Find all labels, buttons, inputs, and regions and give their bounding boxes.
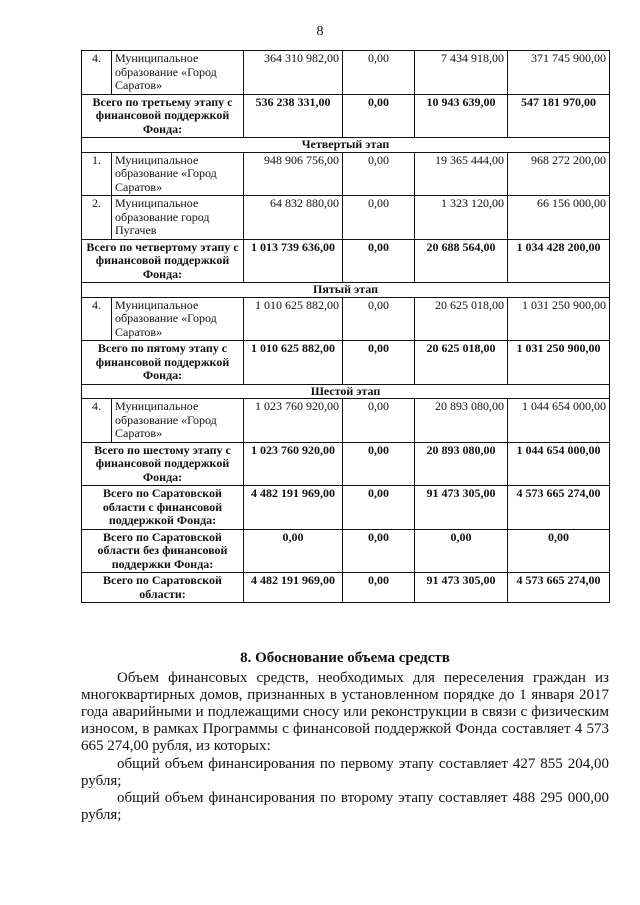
section-title: 8. Обоснование объема средств <box>240 650 450 666</box>
value-4: 1 044 654 000,00 <box>508 399 610 443</box>
total-value-4: 1 031 250 900,00 <box>508 341 610 385</box>
total-value-3: 0,00 <box>415 529 508 573</box>
total-label: Всего по Саратовской области с финансовой поддержкой Фонда: <box>82 486 244 530</box>
table-row <box>82 399 610 443</box>
value-4: 1 031 250 900,00 <box>508 297 610 341</box>
total-value-2: 0,00 <box>343 341 415 385</box>
paragraph-intro: Объем финансовых средств, необходимых для переселения граждан из многоквартирных домов, признанных в установленном порядке до 1 января 2017 года аварийными и подлежащими сносу или реконструкции в связи с физическим износом, в рамках Программы с финансовой поддержкой Фонда составляет 4 573 665 274,00 рубля, из которых: <box>81 670 609 754</box>
stage-label: Шестой этап <box>82 384 610 399</box>
value-2: 0,00 <box>343 297 415 341</box>
value-2: 0,00 <box>343 196 415 240</box>
total-label: Всего по Саратовской области без финансовой поддержки Фонда: <box>82 529 244 573</box>
value-1: 948 906 756,00 <box>244 152 343 196</box>
total-value-3: 20 893 080,00 <box>415 442 508 486</box>
value-2: 0,00 <box>343 152 415 196</box>
total-label: Всего по пятому этапу с финансовой поддержкой Фонда: <box>82 341 244 385</box>
row-number: 4. <box>82 297 112 341</box>
total-value-4: 547 181 970,00 <box>508 94 610 138</box>
total-value-1: 1 013 739 636,00 <box>244 239 343 283</box>
stage-label: Пятый этап <box>82 283 610 298</box>
total-value-2: 0,00 <box>343 239 415 283</box>
total-value-1: 1 010 625 882,00 <box>244 341 343 385</box>
value-3: 1 323 120,00 <box>415 196 508 240</box>
total-value-3: 20 625 018,00 <box>415 341 508 385</box>
total-value-3: 10 943 639,00 <box>415 94 508 138</box>
total-value-1: 4 482 191 969,00 <box>244 486 343 530</box>
municipality-name: Муниципальное образование «Город Саратов» <box>112 152 244 196</box>
value-3: 7 434 918,00 <box>415 51 508 95</box>
total-value-1: 536 238 331,00 <box>244 94 343 138</box>
total-row <box>82 573 610 603</box>
municipality-name: Муниципальное образование «Город Саратов» <box>112 399 244 443</box>
municipality-name: Муниципальное образование город Пугачев <box>112 196 244 240</box>
total-value-2: 0,00 <box>343 94 415 138</box>
value-1: 364 310 982,00 <box>244 51 343 95</box>
table-row <box>82 51 610 95</box>
total-value-2: 0,00 <box>343 573 415 603</box>
total-row <box>82 341 610 385</box>
paragraph-stage-2: общий объем финансирования по второму этапу составляет 488 295 000,00 рубля; <box>81 790 609 823</box>
table-row <box>82 297 610 341</box>
value-1: 1 023 760 920,00 <box>244 399 343 443</box>
row-number: 2. <box>82 196 112 240</box>
total-value-1: 0,00 <box>244 529 343 573</box>
total-value-2: 0,00 <box>343 529 415 573</box>
stage-header-row <box>82 384 610 399</box>
value-1: 1 010 625 882,00 <box>244 297 343 341</box>
total-value-4: 1 044 654 000,00 <box>508 442 610 486</box>
value-4: 371 745 900,00 <box>508 51 610 95</box>
total-row <box>82 239 610 283</box>
total-row <box>82 529 610 573</box>
table-row <box>82 196 610 240</box>
value-4: 968 272 200,00 <box>508 152 610 196</box>
value-3: 20 893 080,00 <box>415 399 508 443</box>
row-number: 4. <box>82 399 112 443</box>
total-value-4: 4 573 665 274,00 <box>508 573 610 603</box>
paragraph-stage-1: общий объем финансирования по первому этапу составляет 427 855 204,00 рубля; <box>81 756 609 789</box>
total-value-1: 1 023 760 920,00 <box>244 442 343 486</box>
value-2: 0,00 <box>343 399 415 443</box>
stage-label: Четвертый этап <box>82 138 610 153</box>
row-number: 1. <box>82 152 112 196</box>
total-value-3: 20 688 564,00 <box>415 239 508 283</box>
stage-header-row <box>82 283 610 298</box>
total-value-4: 1 034 428 200,00 <box>508 239 610 283</box>
value-3: 20 625 018,00 <box>415 297 508 341</box>
total-row <box>82 486 610 530</box>
total-value-3: 91 473 305,00 <box>415 573 508 603</box>
total-row <box>82 442 610 486</box>
financing-table <box>81 50 610 603</box>
table-row <box>82 152 610 196</box>
row-number: 4. <box>82 51 112 95</box>
value-1: 64 832 880,00 <box>244 196 343 240</box>
total-value-4: 0,00 <box>508 529 610 573</box>
total-label: Всего по шестому этапу с финансовой поддержкой Фонда: <box>82 442 244 486</box>
page-number: 8 <box>316 24 324 39</box>
total-value-4: 4 573 665 274,00 <box>508 486 610 530</box>
total-row <box>82 94 610 138</box>
total-label: Всего по четвертому этапу с финансовой поддержкой Фонда: <box>82 239 244 283</box>
municipality-name: Муниципальное образование «Город Саратов» <box>112 297 244 341</box>
total-label: Всего по Саратовской области: <box>82 573 244 603</box>
total-label: Всего по третьему этапу с финансовой поддержкой Фонда: <box>82 94 244 138</box>
value-3: 19 365 444,00 <box>415 152 508 196</box>
total-value-1: 4 482 191 969,00 <box>244 573 343 603</box>
total-value-2: 0,00 <box>343 486 415 530</box>
municipality-name: Муниципальное образование «Город Саратов» <box>112 51 244 95</box>
stage-header-row <box>82 138 610 153</box>
total-value-2: 0,00 <box>343 442 415 486</box>
value-4: 66 156 000,00 <box>508 196 610 240</box>
value-2: 0,00 <box>343 51 415 95</box>
total-value-3: 91 473 305,00 <box>415 486 508 530</box>
